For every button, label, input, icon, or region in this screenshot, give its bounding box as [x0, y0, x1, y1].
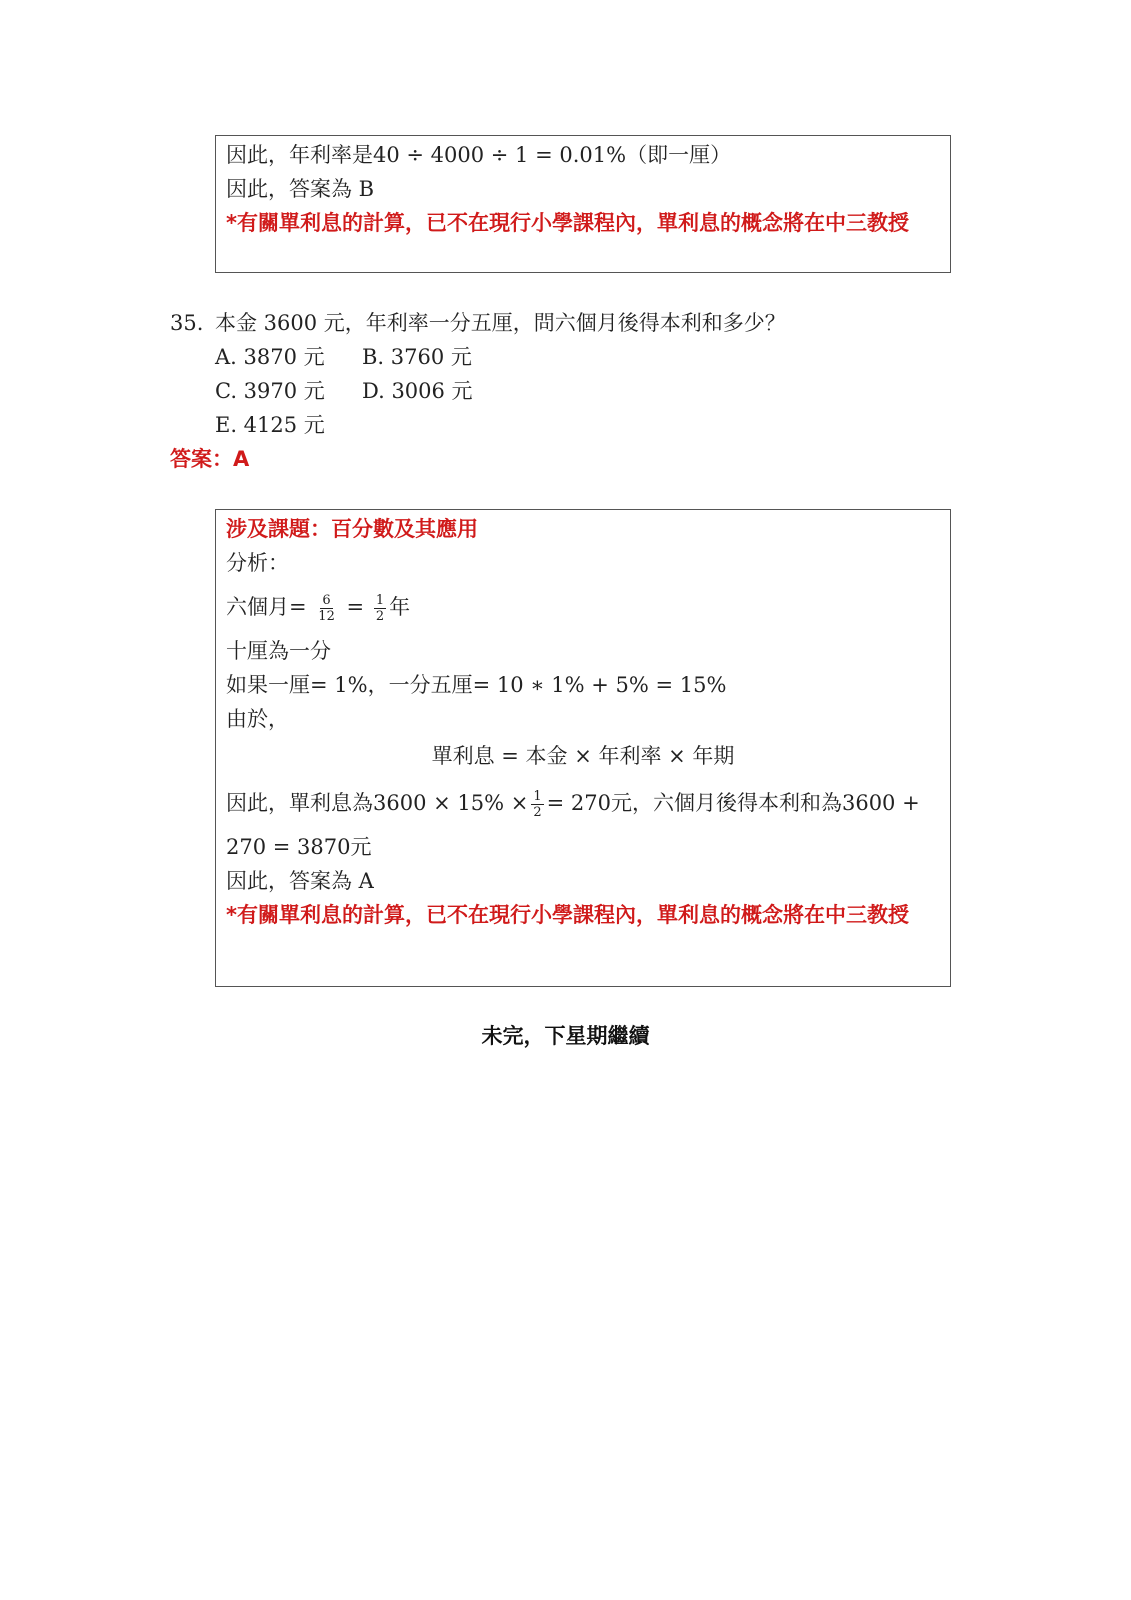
fraction-numerator: 6 — [322, 593, 331, 608]
calculation-result-line: 270 = 3870元 — [226, 835, 372, 859]
since-line: 由於， — [226, 707, 289, 731]
option-b: B. 3760 元 — [362, 345, 472, 369]
year-unit: 年 — [389, 595, 411, 619]
solution-box-34 — [215, 135, 951, 273]
solution-box-35 — [215, 509, 951, 987]
answer-conclusion-line: 因此，答案為 B — [226, 177, 375, 201]
answer-conclusion-line: 因此，答案為 A — [226, 869, 374, 893]
calculation-line — [226, 776, 940, 830]
option-e: E. 4125 元 — [215, 413, 325, 437]
fraction-6-12 — [316, 593, 337, 624]
ten-li-line: 十厘為一分 — [226, 639, 331, 663]
fraction-numerator: 1 — [533, 789, 542, 804]
fraction-denominator: 12 — [318, 609, 335, 624]
question-number: 35. — [170, 311, 204, 335]
simple-interest-formula: 單利息 = 本金 × 年利率 × 年期 — [431, 744, 735, 768]
curriculum-note: *有關單利息的計算，已不在現行小學課程內，單利息的概念將在中三教授 — [226, 903, 909, 927]
calc-prefix: 因此，單利息為3600 × 15% × — [226, 791, 529, 815]
fraction-1-2-calc — [531, 789, 543, 820]
option-d: D. 3006 元 — [362, 379, 473, 403]
fraction-1-2 — [374, 593, 386, 624]
analysis-label: 分析： — [226, 551, 289, 575]
calc-suffix: = 270元，六個月後得本利和為3600 + — [546, 791, 920, 815]
fraction-denominator: 2 — [375, 609, 385, 624]
option-a: A. 3870 元 — [215, 345, 325, 369]
equals-sign: = — [346, 595, 365, 619]
annual-rate-line: 因此，年利率是40 ÷ 4000 ÷ 1 = 0.01%（即一厘） — [226, 143, 732, 167]
curriculum-note: *有關單利息的計算，已不在現行小學課程內，單利息的概念將在中三教授 — [226, 211, 909, 235]
six-months-prefix: 六個月= — [226, 595, 307, 619]
fraction-numerator: 1 — [375, 593, 385, 608]
six-months-line — [226, 580, 940, 634]
topic-heading: 涉及課題：百分數及其應用 — [226, 517, 478, 541]
answer-label: 答案：A — [170, 447, 250, 471]
continuation-note: 未完，下星期繼續 — [481, 1024, 650, 1048]
fraction-denominator: 2 — [533, 805, 542, 820]
option-c: C. 3970 元 — [215, 379, 325, 403]
question-text: 本金 3600 元，年利率一分五厘，問六個月後得本利和多少？ — [215, 311, 786, 335]
rate-conversion-line: 如果一厘= 1%，一分五厘= 10 ∗ 1% + 5% = 15% — [226, 673, 727, 697]
